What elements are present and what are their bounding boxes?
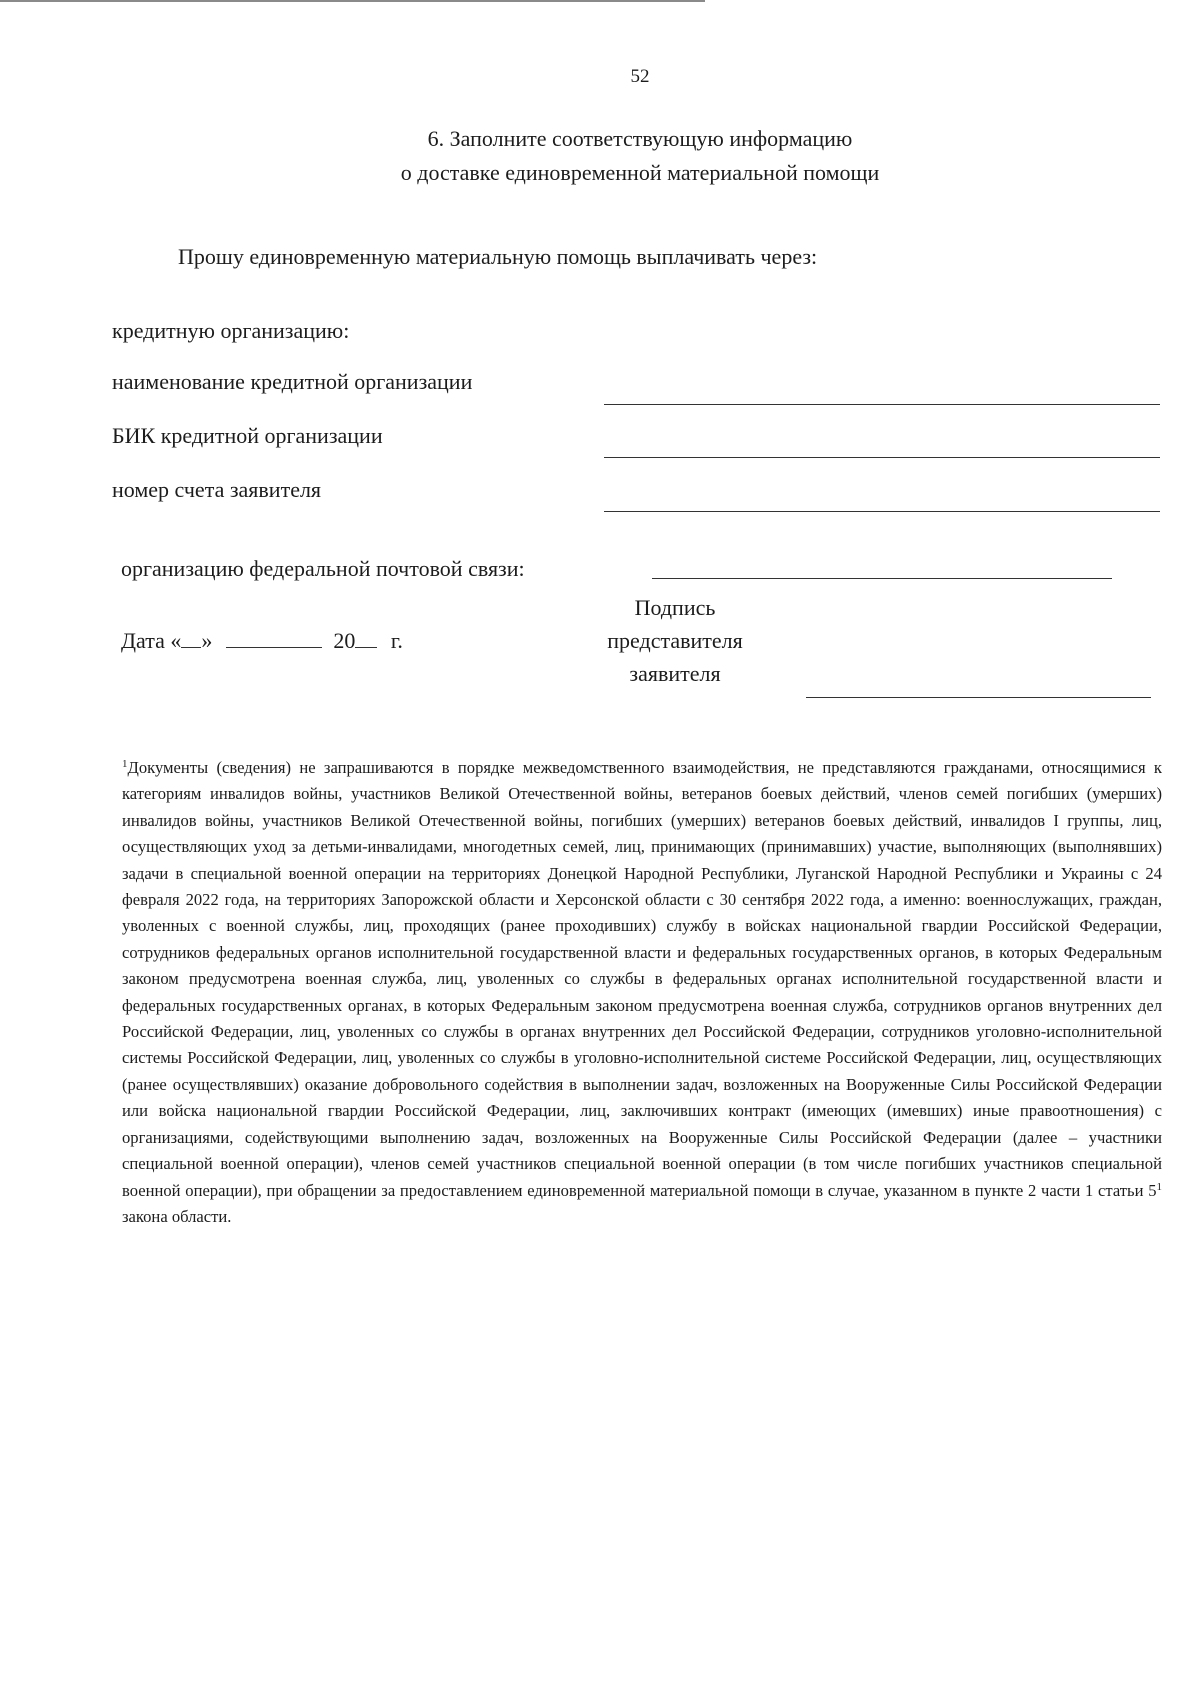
article-superscript: 1	[1156, 1180, 1162, 1193]
page-number: 52	[630, 66, 650, 87]
date-year-suffix: г.	[390, 628, 403, 653]
footnote-text-end: закона области.	[122, 1206, 232, 1226]
footnote-mark: 1	[122, 758, 128, 770]
signature-label	[560, 591, 790, 690]
signature-field[interactable]	[806, 697, 1151, 698]
bik-field[interactable]	[604, 457, 1160, 458]
date-month-field[interactable]	[226, 629, 322, 648]
date-year-field[interactable]	[355, 629, 377, 648]
date-year-prefix: 20	[333, 628, 356, 653]
post-office-label: организацию федеральной почтовой связи:	[121, 556, 525, 581]
date-mid: »	[201, 628, 213, 653]
section-heading-line-2: о доставке единовременной материальной помощи	[400, 160, 880, 185]
bik-label: БИК кредитной организации	[112, 423, 383, 448]
signature-label-line-3: заявителя	[629, 661, 721, 686]
credit-org-name-field[interactable]	[604, 404, 1160, 405]
footnote	[122, 755, 1162, 1230]
post-office-field[interactable]	[652, 578, 1112, 579]
date-row	[121, 628, 403, 654]
date-prefix: Дата «	[121, 628, 182, 653]
payment-request-text: Прошу единовременную материальную помощь выплачивать через:	[178, 244, 818, 269]
account-number-label: номер счета заявителя	[112, 477, 322, 502]
credit-org-label: кредитную организацию:	[112, 318, 350, 343]
signature-label-line-2: представителя	[607, 628, 743, 653]
footnote-text: Документы (сведения) не запрашиваются в порядке межведомственного взаимодействия, не представляются гражданами, относящимися к категориям инвалидов войны, участников Великой Отечественной войны, ветеранов боевых действий, членов семей погибших (умерших) инвалидов войны, участников Великой Отечественной войны, погибших (умерших) ветеранов боевых действий, инвалидов I группы, лиц, осуществляющих уход за детьми-инвалидами, многодетных семей, лиц, принимающих (принимавших) участие, выполняющих (выполнявших) задачи в специальной военной операции на территориях Донецкой Народной Республики, Луганской Народной Республики и Украины с 24 февраля 2022 года, на территориях Запорожской области и Херсонской области с 30 сентября 2022 года, а именно: военнослужащих, граждан, уволенных с военной службы, лиц, проходящих (ранее проходивших) службу в войсках национальной гвардии Российской Федерации, сотрудников федеральных органов исполнительной государственной власти и федеральных государственных органов, в которых Федеральным законом предусмотрена военная служба, лиц, уволенных со службы в федеральных органах исполнительной государственной власти и федеральных государственных органах, в которых Федеральным законом предусмотрена военная служба, сотрудников органов внутренних дел Российской Федерации, лиц, уволенных со службы в органах внутренних дел Российской Федерации, сотрудников уголовно-исполнительной системы Российской Федерации, лиц, уволенных со службы в уголовно-исполнительной системе Российской Федерации, лиц, осуществляющих (ранее осуществлявших) оказание добровольного содействия в выполнении задач, возложенных на Вооруженные Силы Российской Федерации или войска национальной гвардии Российской Федерации, лиц, заключивших контракт (имеющих (имевших) иные правоотношения) с организациями, содействующими выполнению задач, возложенных на Вооруженные Силы Российской Федерации (далее – участники специальной военной операции), членов семей участников специальной военной операции (в том числе погибших участников специальной военной операции), при обращении за предоставлением единовременной материальной помощи в случае, указанном в пункте 2 части 1 статьи 5	[122, 758, 1162, 1200]
scan-top-edge	[0, 0, 705, 2]
credit-org-name-label: наименование кредитной организации	[112, 369, 473, 394]
section-heading-line-1: 6. Заполните соответствующую информацию	[427, 126, 853, 151]
signature-label-line-1: Подпись	[634, 595, 716, 620]
account-number-field[interactable]	[604, 511, 1160, 512]
section-heading	[0, 122, 1200, 190]
date-day-field[interactable]	[181, 629, 201, 648]
